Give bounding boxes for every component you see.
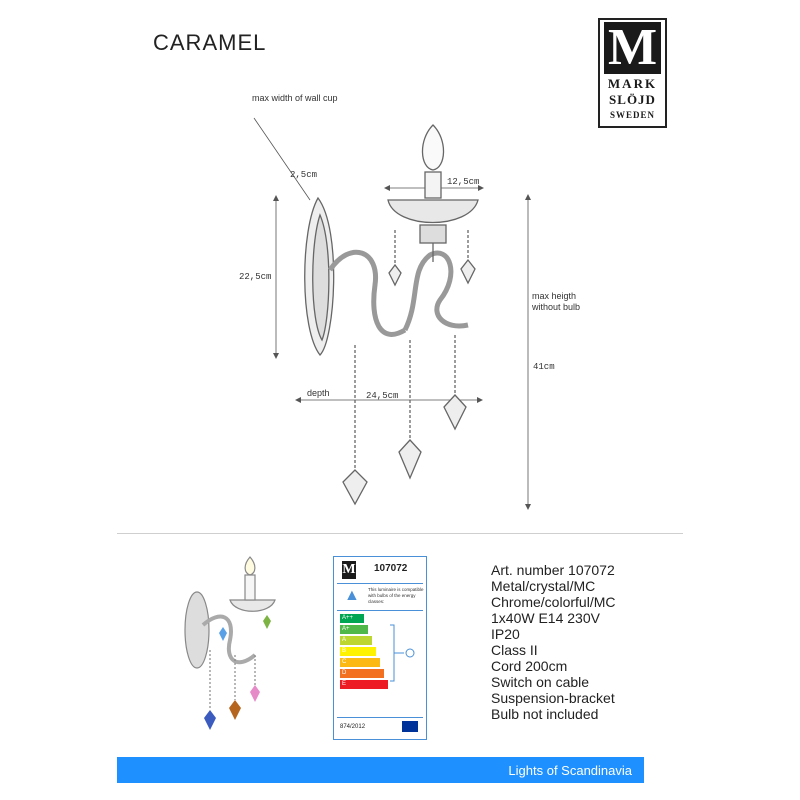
energy-class-c: C xyxy=(340,658,380,667)
spec-item: Metal/crystal/MC xyxy=(491,578,596,594)
spec-item: 1x40W E14 230V xyxy=(491,610,600,626)
spec-item: Bulb not included xyxy=(491,706,599,722)
total-height-value: 41cm xyxy=(533,362,555,372)
spec-list xyxy=(491,562,615,722)
energy-class-a: A xyxy=(340,636,372,645)
energy-label-art: 107072 xyxy=(374,563,408,574)
depth-label: depth xyxy=(307,388,330,398)
logo-letter: M xyxy=(604,22,661,74)
spec-item: Cord 200cm xyxy=(491,658,568,674)
logo-line-3: SWEDEN xyxy=(609,110,655,120)
footer-text: Lights of Scandinavia xyxy=(508,763,632,778)
back-height-value: 22,5cm xyxy=(239,272,272,282)
energy-compat-text: This luminaire is compatible with bulbs of the energy classes: xyxy=(368,587,424,604)
spec-item: IP20 xyxy=(491,626,520,642)
energy-bracket-icon xyxy=(388,623,422,683)
cup-width-value: 12,5cm xyxy=(447,177,480,187)
energy-class-a-plus: A+ xyxy=(340,625,368,634)
wall-cup-leader xyxy=(254,118,310,200)
lamp-icon: ▲ xyxy=(344,587,360,604)
product-title: CARAMEL xyxy=(153,30,267,55)
logo-line-1: MARK xyxy=(607,76,658,91)
energy-regulation: 874/2012 xyxy=(340,724,366,730)
energy-label-logo: M xyxy=(342,562,356,577)
eu-flag-icon xyxy=(402,721,418,732)
energy-label xyxy=(333,556,427,740)
spec-item: Art. number 107072 xyxy=(491,562,615,578)
energy-class-list xyxy=(340,614,388,691)
spec-item: Suspension-bracket xyxy=(491,690,615,706)
footer-bar xyxy=(117,757,644,783)
spec-item: Chrome/colorful/MC xyxy=(491,594,616,610)
energy-class-e: E xyxy=(340,680,388,689)
energy-class-a-plus-plus: A++ xyxy=(340,614,364,623)
spec-item: Class II xyxy=(491,642,538,658)
logo-line-2: SLÖJD xyxy=(609,92,656,107)
energy-class-b: B xyxy=(340,647,376,656)
spec-item: Switch on cable xyxy=(491,674,590,690)
height-note: max heigth without bulb xyxy=(532,291,581,312)
section-divider xyxy=(117,533,683,534)
energy-class-d: D xyxy=(340,669,384,678)
wall-cup-value: 2,5cm xyxy=(290,170,318,180)
wall-cup-note: max width of wall cup xyxy=(252,93,338,103)
product-photo xyxy=(175,555,285,735)
depth-value: 24,5cm xyxy=(366,391,399,401)
